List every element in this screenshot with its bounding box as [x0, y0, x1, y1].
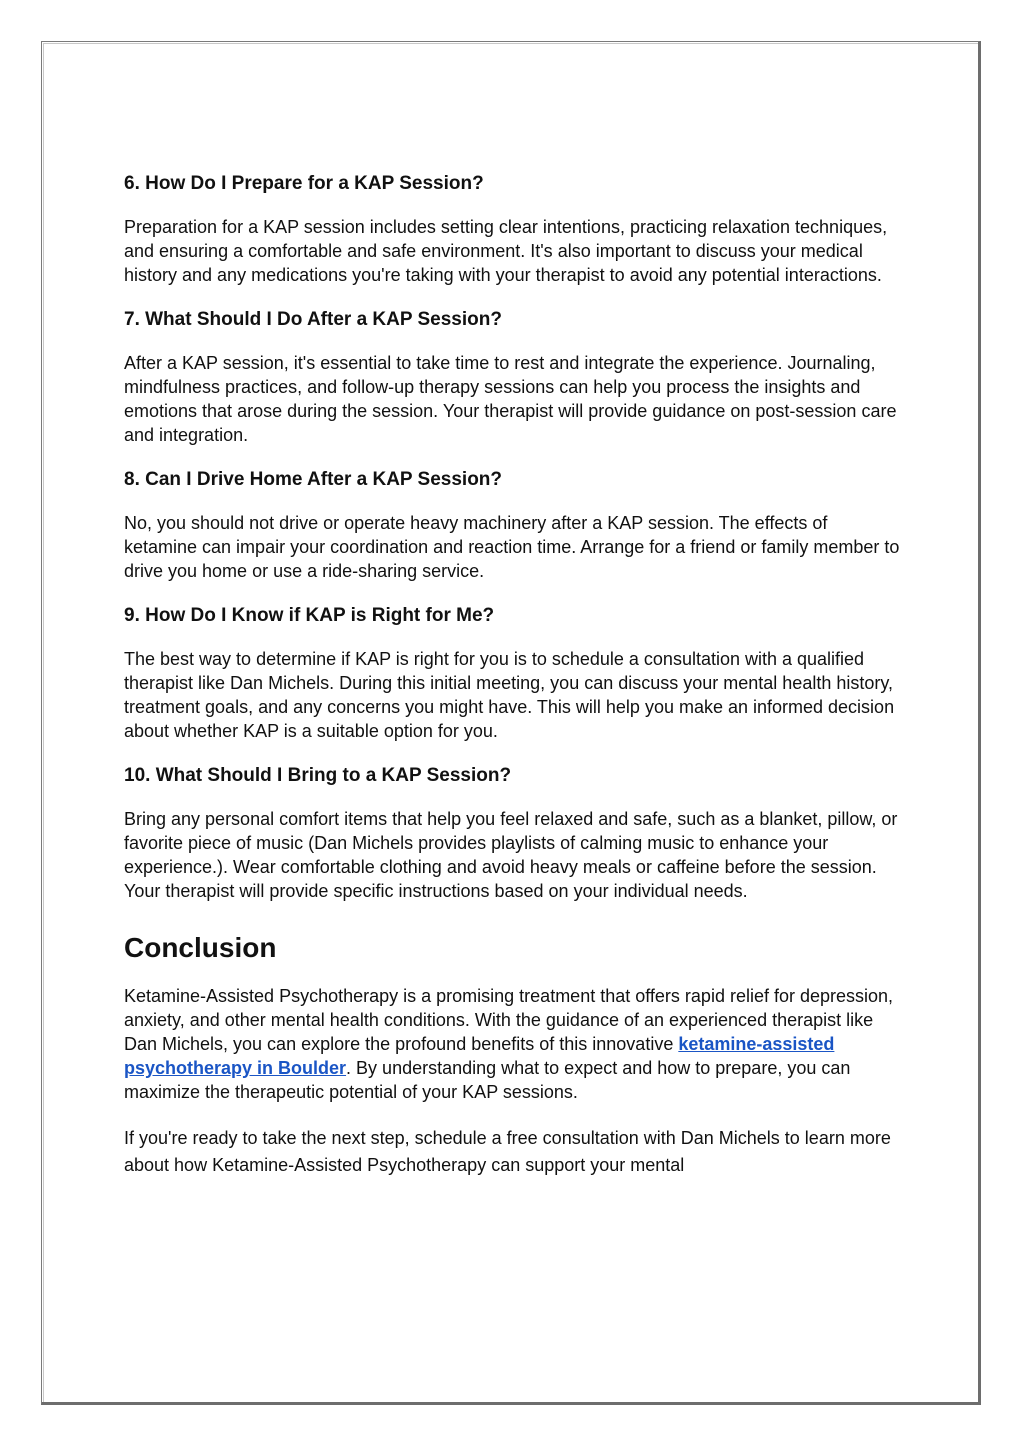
conclusion-paragraph: [124, 984, 904, 1104]
faq-item-6: [124, 172, 904, 287]
faq-item-9: [124, 604, 904, 743]
document-content: [124, 172, 904, 1200]
faq-heading: 10. What Should I Bring to a KAP Session?: [124, 765, 512, 786]
faq-heading: 8. Can I Drive Home After a KAP Session?: [124, 469, 503, 490]
conclusion-text-after-link: . By understanding what to expect and how to prepare, you can maximize the therapeutic potential of your KAP sessions.: [124, 1058, 851, 1102]
faq-heading: 9. How Do I Know if KAP is Right for Me?: [124, 605, 495, 626]
conclusion-heading: Conclusion: [124, 932, 277, 963]
faq-answer: Bring any personal comfort items that help you feel relaxed and safe, such as a blanket, pillow, or favorite piece of music (Dan Michels provides playlists of calming music to enhance your experience.). Wear comfortable clothing and avoid heavy meals or caffeine before the session. Your therapist will provide specific instructions based on your individual needs.: [124, 809, 898, 901]
faq-item-10: [124, 764, 904, 903]
faq-heading: 6. How Do I Prepare for a KAP Session?: [124, 173, 484, 194]
conclusion-text-before-link: Ketamine-Assisted Psychotherapy is a promising treatment that offers rapid relief for depression, anxiety, and other mental health conditions. With the guidance of an experienced therapist like Dan Michels, you can explore the profound benefits of this innovative: [124, 986, 894, 1054]
faq-answer: Preparation for a KAP session includes setting clear intentions, practicing relaxation techniques, and ensuring a comfortable and safe environment. It's also important to discuss your medical history and any medications you're taking with your therapist to avoid any potential interactions.: [124, 217, 888, 285]
conclusion-cta-paragraph: If you're ready to take the next step, schedule a free consultation with Dan Michels to learn more about how Ketamine-Assisted Psychotherapy can support your mental: [124, 1128, 891, 1175]
faq-item-8: [124, 468, 904, 583]
faq-answer: The best way to determine if KAP is right for you is to schedule a consultation with a qualified therapist like Dan Michels. During this initial meeting, you can discuss your mental health history, treatment goals, and any concerns you might have. This will help you make an informed decision about whether KAP is a suitable option for you.: [124, 649, 895, 741]
faq-answer: After a KAP session, it's essential to take time to rest and integrate the experience. Journaling, mindfulness practices, and follow-up therapy sessions can help you process the insights and emotions that arose during the session. Your therapist will provide guidance on post-session care and integration.: [124, 353, 897, 445]
faq-answer: No, you should not drive or operate heavy machinery after a KAP session. The effects of ketamine can impair your coordination and reaction time. Arrange for a friend or family member to drive you home or use a ride-sharing service.: [124, 513, 900, 581]
ketamine-psychotherapy-boulder-link[interactable]: ketamine-assisted psychotherapy in Boulder: [124, 1034, 835, 1078]
faq-heading: 7. What Should I Do After a KAP Session?: [124, 309, 502, 330]
faq-item-7: [124, 308, 904, 447]
